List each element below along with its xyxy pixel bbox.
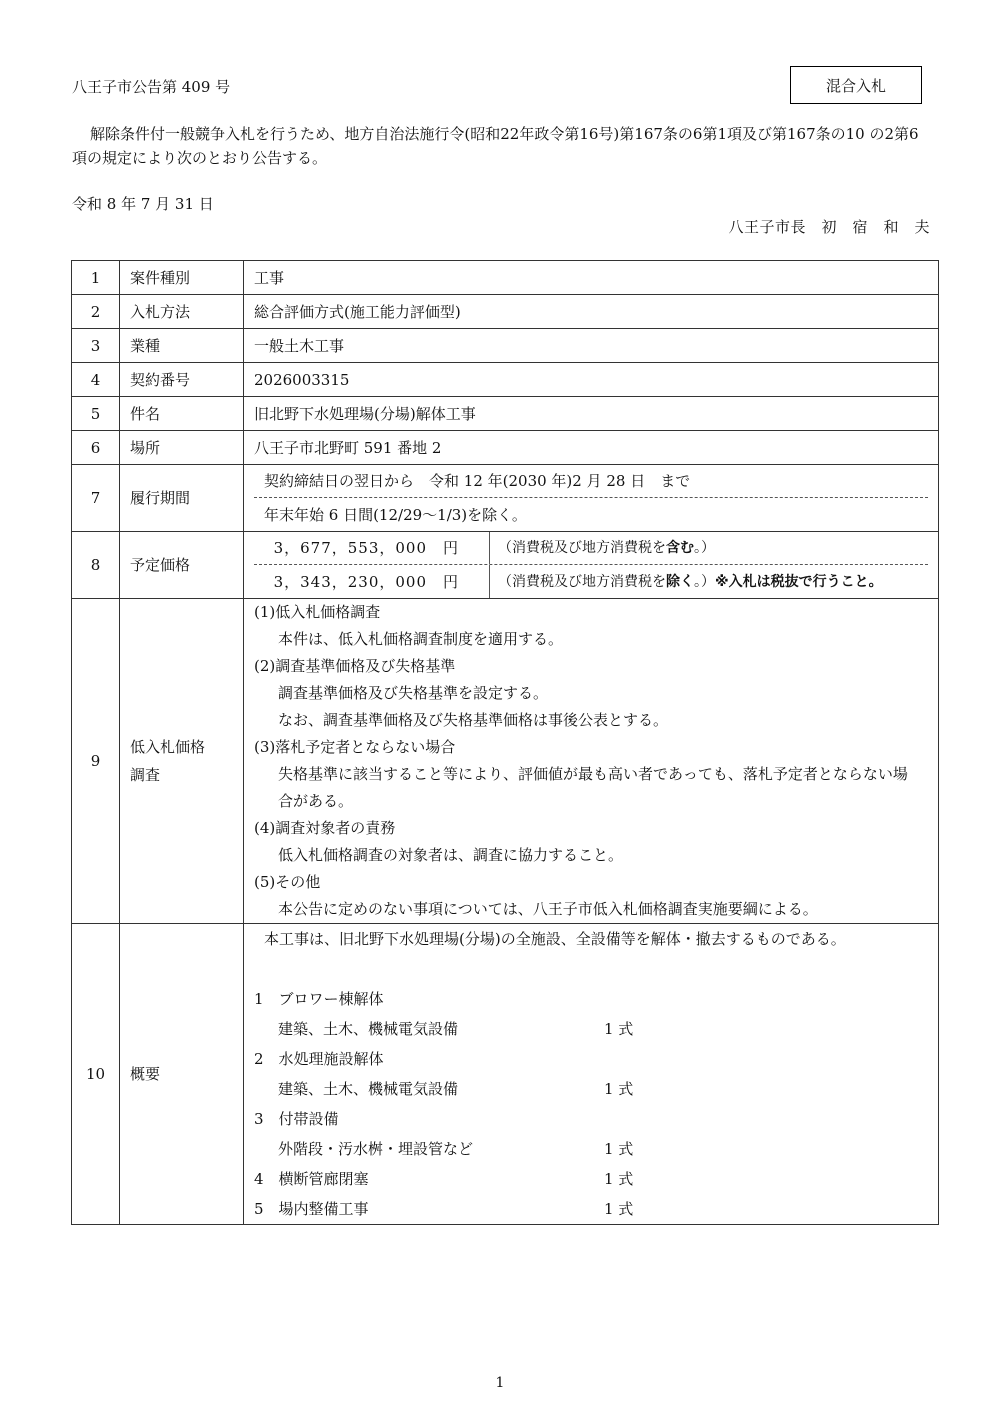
row-number: 4 <box>72 363 120 397</box>
table-row-period <box>72 465 939 532</box>
section-text: 本件は、低入札価格調査制度を適用する。 <box>278 630 564 648</box>
list-item: 外階段・汚水桝・埋設管など 1 式 <box>278 1140 634 1158</box>
section-text: 調査基準価格及び失格基準を設定する。 <box>278 684 549 702</box>
table-row-low-bid <box>72 599 939 924</box>
table-row <box>72 363 939 397</box>
notice-date: 令和 8 年 7 月 31 日 <box>72 195 214 213</box>
list-item: 5 場内整備工事 1 式 <box>254 1200 634 1218</box>
list-item: 4 横断管廊閉塞 1 式 <box>254 1170 634 1188</box>
row-label: 契約番号 <box>120 363 244 397</box>
list-item: 2 水処理施設解体 <box>254 1050 384 1068</box>
row-label: 件名 <box>120 397 244 431</box>
period-cell <box>244 465 939 532</box>
overview-content <box>244 924 939 1225</box>
section-heading: (2)調査基準価格及び失格基準 <box>254 657 456 675</box>
price-incl-note: （消費税及び地方消費税を含む。） <box>498 540 715 556</box>
row-number: 10 <box>72 924 120 1225</box>
section-text: 低入札価格調査の対象者は、調査に協力すること。 <box>278 846 624 864</box>
table-row-overview <box>72 924 939 1225</box>
section-heading: (3)落札予定者とならない場合 <box>254 738 456 756</box>
table-row <box>72 431 939 465</box>
notice-number: 八王子市公告第 409 号 <box>72 78 231 96</box>
row-number: 8 <box>72 532 120 599</box>
row-number: 5 <box>72 397 120 431</box>
row-number: 3 <box>72 329 120 363</box>
row-label: 業種 <box>120 329 244 363</box>
row-label: 概要 <box>120 924 244 1225</box>
period-exclusion: 年末年始 6 日間(12/29〜1/3)を除く。 <box>264 505 527 524</box>
price-cell <box>244 532 939 599</box>
row-value: 八王子市北野町 591 番地 2 <box>244 431 939 465</box>
notice-table <box>71 260 939 1225</box>
section-heading: (5)その他 <box>254 873 321 891</box>
table-row <box>72 329 939 363</box>
list-item: 建築、土木、機械電気設備 1 式 <box>278 1020 634 1038</box>
section-text: なお、調査基準価格及び失格基準価格は事後公表とする。 <box>278 711 669 729</box>
section-heading: (4)調査対象者の責務 <box>254 819 396 837</box>
row-value: 旧北野下水処理場(分場)解体工事 <box>244 397 939 431</box>
section-text: 本公告に定めのない事項については、八王子市低入札価格調査実施要綱による。 <box>278 900 818 918</box>
row-value: 総合評価方式(施工能力評価型) <box>244 295 939 329</box>
table-row-price <box>72 532 939 599</box>
low-bid-content <box>244 599 939 924</box>
bid-type-badge: 混合入札 <box>790 66 922 104</box>
table-row <box>72 295 939 329</box>
row-number: 7 <box>72 465 120 532</box>
section-text: 失格基準に該当すること等により、評価値が最も高い者であっても、落札予定者とならない場 <box>278 765 908 783</box>
row-value: 一般土木工事 <box>244 329 939 363</box>
table-row <box>72 397 939 431</box>
row-number: 2 <box>72 295 120 329</box>
row-label: 低入札価格 調査 <box>120 599 244 924</box>
row-label: 場所 <box>120 431 244 465</box>
row-number: 1 <box>72 261 120 295</box>
price-incl-amount: 3，677，553，000 円 <box>254 532 490 564</box>
table-row <box>72 261 939 295</box>
price-excl-amount: 3，343，230，000 円 <box>254 565 490 598</box>
page-number: 1 <box>495 1375 505 1391</box>
row-number: 9 <box>72 599 120 924</box>
row-label: 予定価格 <box>120 532 244 599</box>
overview-lead: 本工事は、旧北野下水処理場(分場)の全施設、全設備等を解体・撤去するものである。 <box>264 930 846 948</box>
period-line: 契約締結日の翌日から 令和 12 年(2030 年)2 月 28 日 まで <box>254 465 928 498</box>
row-label: 案件種別 <box>120 261 244 295</box>
signer: 八王子市長 初 宿 和 夫 <box>728 218 930 236</box>
price-excl-row <box>254 565 928 598</box>
price-excl-note: （消費税及び地方消費税を除く。）※入札は税抜で行うこと。 <box>498 573 883 590</box>
row-value: 2026003315 <box>244 363 939 397</box>
row-label: 入札方法 <box>120 295 244 329</box>
row-value: 工事 <box>244 261 939 295</box>
list-item: 建築、土木、機械電気設備 1 式 <box>278 1080 634 1098</box>
section-heading: (1)低入札価格調査 <box>254 603 381 621</box>
row-label: 履行期間 <box>120 465 244 532</box>
intro-paragraph: 解除条件付一般競争入札を行うため、地方自治法施行令(昭和22年政令第16号)第167条の6第1項及び第167条の10 の2第6項の規定により次のとおり公告する。 <box>72 125 919 167</box>
section-text: 合がある。 <box>278 792 354 810</box>
list-item: 3 付帯設備 <box>254 1110 339 1128</box>
list-item: 1 ブロワー棟解体 <box>254 990 384 1008</box>
row-number: 6 <box>72 431 120 465</box>
price-incl-row <box>254 532 928 565</box>
